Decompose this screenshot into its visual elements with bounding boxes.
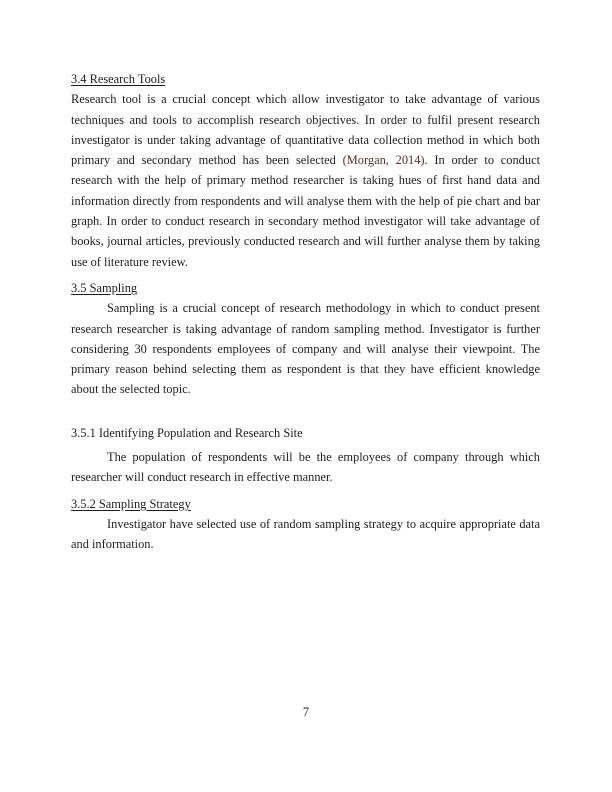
page-number: 7 [302, 705, 310, 719]
paragraph-3-5: Sampling is a crucial concept of research methodology in which to conduct present research researcher is taking advantage of random sampling method. Investigator is further considering 30 respondents employees of company and will analyse their viewpoint. The primary reason behind selecting them as respondent is that they have efficient knowledge about the selected topic. [71, 301, 540, 397]
section-heading-3-5-1: 3.5.1 Identifying Population and Research Site [71, 425, 303, 440]
paragraph-3-4 [71, 89, 540, 272]
paragraph-3-5-2: Investigator have selected use of random sampling strategy to acquire appropriate data and information. [71, 516, 540, 552]
section-heading-3-4: 3.4 Research Tools [71, 72, 166, 86]
page-content [71, 69, 540, 555]
paragraph-3-4-text-after-citation: . In order to conduct research with the help of primary method researcher is taking hues of first hand data and information directly from respondents and will analyse them with the help of pie chart and bar graph. In order to conduct research in secondary method investigator will take advantage of books, journal articles, previously conducted research and will further analyse them by taking use of literature review. [71, 153, 541, 269]
paragraph-3-4-text-before-citation: Research tool is a crucial concept which allow investigator to take advantage of various techniques and tools to accomplish research objectives. In order to fulfil present research investigator is under taking advantage of quantitative data collection method in which both primary and secondary method has been selected [71, 92, 540, 168]
paragraph-3-5-1: The population of respondents will be the employees of company through which researcher will conduct research in effective manner. [71, 450, 540, 485]
citation-link-morgan-2014[interactable]: (Morgan, 2014) [342, 153, 425, 168]
section-heading-3-5: 3.5 Sampling [71, 280, 138, 295]
section-heading-3-5-2: 3.5.2 Sampling Strategy [71, 496, 191, 511]
